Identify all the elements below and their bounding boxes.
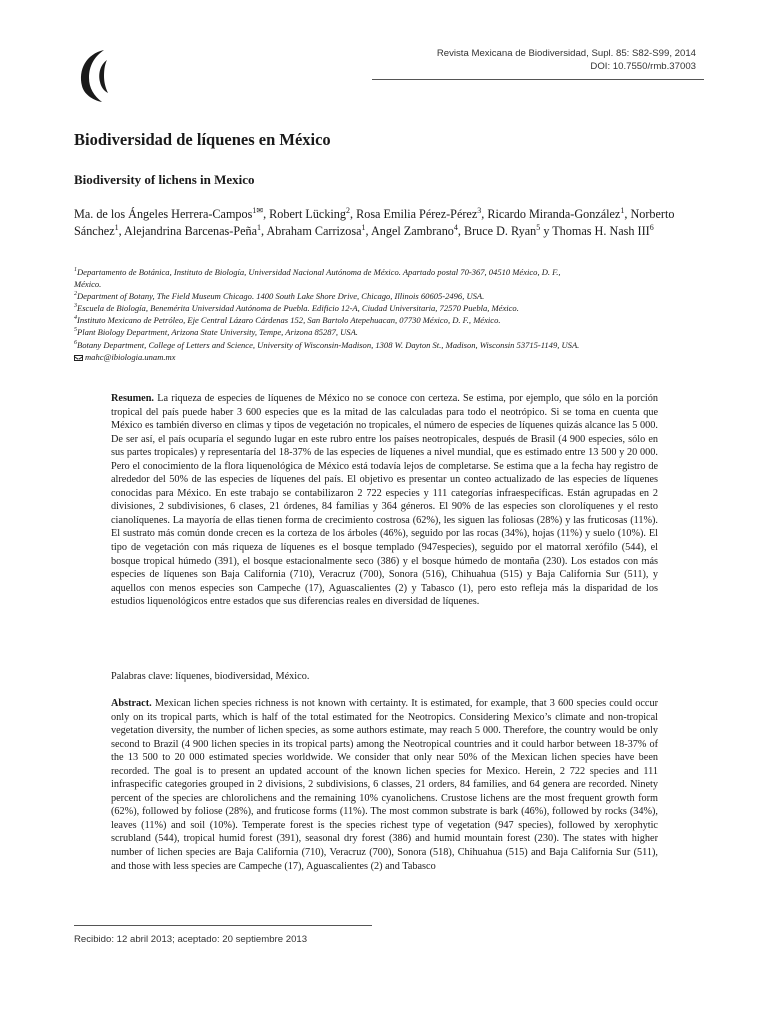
affiliation-text: Escuela de Biología, Benemérita Universidad Autónoma de Puebla. Edificio 12-A, Ciudad Universitaria, 72570 Puebla, México.	[77, 303, 519, 314]
author-affiliation-mark: 1	[257, 223, 262, 233]
keywords: Palabras clave: líquenes, biodiversidad, México.	[111, 671, 310, 682]
affiliation-text: Departamento de Botánica, Instituto de Biología, Universidad Nacional Autónoma de México. Apartado postal 70-367, 04510 México, D. F.,	[77, 267, 561, 277]
author-list	[74, 206, 694, 240]
affiliation-line	[74, 278, 704, 290]
affiliation-number: 4	[74, 315, 77, 322]
author-affiliation-mark: 2	[346, 205, 350, 215]
affiliation-line	[74, 290, 704, 302]
affiliation-line	[74, 314, 704, 326]
journal-logo-icon	[74, 48, 110, 104]
affiliations	[74, 266, 704, 363]
resumen-label: Resumen.	[111, 393, 154, 404]
author-name: Thomas H. Nash III	[552, 224, 650, 239]
author-separator: ,	[350, 207, 357, 221]
journal-header	[437, 47, 696, 73]
author-separator: ,	[457, 224, 464, 239]
author-separator: ,	[118, 224, 125, 239]
author-separator: ,	[624, 207, 631, 221]
author-separator: ,	[481, 207, 488, 221]
author-affiliation-mark: 6	[649, 223, 654, 233]
author-name: Abraham Carrizosa	[266, 224, 362, 239]
author-separator: ,	[365, 224, 371, 239]
affiliation-line	[74, 326, 704, 338]
footer-rule	[74, 925, 372, 926]
author-affiliation-mark: 1	[361, 223, 366, 233]
header-rule	[372, 79, 704, 80]
affiliation-text: Department of Botany, The Field Museum Chicago. 1400 South Lake Shore Drive, Chicago, Illinois 60605-2496, USA.	[77, 291, 485, 302]
abstract-text: Mexican lichen species richness is not known with certainty. It is estimated, for example, that 3 600 species could occur only on its tropical parts, which is half of the total estimated for the Neotropics. Considering Mexico’s climate and non-tropical vegetation diversity, the number of lichen species, as some authors estimate, may reach 5 000. Therefore, the country would be only second to Brazil (4 900 lichen species in its tropical parts) among the Neotropical countries and it could harbor between 18-37% of the 13 500 to 20 000 estimated species worldwide. We consider that only near 50% of the Mexican lichen species have been recorded. The goal is to present an updated account of the known lichen species for Mexico. Herein, 2 722 species and 111 infraspecific categories grouped in 2 divisions, 2 subdivisions, 6 classes, 21 orders, 84 families, and 64 genera are recorded. Ninety percent of the species are chlorolichens and the remaining 10% cyanolichens. Crustose lichens are the most frequent growth form (62%), followed by foliose (28%), and fruticose forms (11%). The most common substrate is bark (46%), followed by rocks (34%), leaves (11%) and soil (10%). Temperate forest is the species richest type of vegetation (947 species), followed by xerophytic scrubland (544), tropical humid forest (391), seasonal dry forest (386) and humid mountain forest (230). The states with higher number of lichen species are Baja California (710), Veracruz (700), Sonora (518), Chihuahua (515) and Baja California Sur (511), and those with less species are Campeche (17), Aguascalientes (2) and Tabasco	[111, 698, 658, 872]
journal-citation: Revista Mexicana de Biodiversidad, Supl. 85: S82-S99, 2014	[436, 48, 696, 59]
resumen-paragraph	[111, 392, 658, 609]
author-affiliation-mark: 1	[620, 205, 625, 215]
author-separator: y	[540, 224, 553, 239]
author-affiliation-mark: 3	[477, 205, 482, 215]
author-name: Angel Zambrano	[370, 224, 454, 239]
author-name: Rosa Emilia Pérez-Pérez	[356, 207, 478, 221]
resumen-text: La riqueza de especies de líquenes de México no se conoce con certeza. Se estima, por ejemplo, que sólo en la porción tropical del país puede haber 3 600 especies que es la mitad de las calculadas para todo el neotrópico. Si se toma en cuenta que México es también diverso en climas y tipos de vegetación no tropicales, el número de especies de líquenes quizás alcance las 5 000. De ser así, el país ocuparía el segundo lugar en este rubro entre los países neotropicales, después de Brasil (4 900 especies, sólo en sus partes tropicales) y representaría del 18-37% de las especies de líquenes a nivel mundial, que es estimado entre 13 500 y 20 000. Pero el conocimiento de la flora liquenológica de México está todavía lejos de completarse. Se estima que a la fecha hay registro de alrededor del 50% de las especies de líquenes del país. El objetivo es presentar un conteo actualizado de las especies de líquenes conocidas para México. En este trabajo se contabilizaron 2 722 especies y 111 categorías infraespecíficas. Están agrupadas en 2 divisiones, 2 subdivisiones, 6 clases, 21 órdenes, 84 familias y 364 géneros. El 90% de las especies son clorolíquenes y el resto cianolíquenes. La mayoría de ellas tienen forma de crecimiento costrosa (62%), les siguen las foliosas (28%) y las fruticosas (11%). El sustrato más común donde crecen es la corteza de los árboles (46%), seguido por las rocas (34%), hojas (11%) y suelo (10%). El tipo de vegetación con más riqueza de líquenes es el bosque templado (947especies), seguido por el matorral xerófilo (544), el bosque tropical húmedo (391), el bosque estacionalmente seco (386) y el bosque húmedo de montaña (230). Los estados con más especies de líquenes son Baja California (710), Veracruz (700), Sonora (516), Chihuahua (515) y Baja California Sur (511), y aquellos con menos especies son Campeche (17), Aguascalientes (2) y Tabasco (1), pero esto refleja más la disparidad de los estudios liquenológicos entre estados que sus diferencias reales en diversidad de líquenes.	[111, 393, 658, 608]
author-affiliation-mark: 1✉	[252, 205, 264, 215]
affiliation-number: 1	[74, 267, 77, 274]
affiliation-number: 3	[74, 303, 77, 310]
author-affiliation-mark: 4	[453, 223, 458, 233]
abstract-label: Abstract.	[111, 698, 152, 709]
affiliation-number: 6	[74, 339, 77, 346]
affiliation-text: Instituto Mexicano de Petróleo, Eje Central Lázaro Cárdenas 152, San Bartolo Atepehuacan, 07730 México, D. F., México.	[77, 315, 501, 326]
article-subtitle: Biodiversity of lichens in Mexico	[74, 172, 255, 187]
affiliation-number: 5	[74, 327, 77, 334]
affiliation-line	[74, 266, 704, 278]
author-name: Robert Lücking	[269, 207, 346, 221]
doi: DOI: 10.7550/rmb.37003	[590, 61, 696, 72]
envelope-icon	[74, 355, 83, 361]
author-separator: ,	[261, 224, 267, 239]
affiliation-text: Plant Biology Department, Arizona State University, Tempe, Arizona 85287, USA.	[77, 327, 358, 338]
author-name: Ricardo Miranda-González	[487, 207, 621, 221]
author-name: Ma. de los Ángeles Herrera-Campos	[74, 207, 253, 221]
affiliation-line	[74, 302, 704, 314]
affiliation-line	[74, 339, 704, 351]
abstract-paragraph	[111, 697, 658, 873]
received-dates: Recibido: 12 abril 2013; aceptado: 20 septiembre 2013	[74, 934, 308, 945]
author-affiliation-mark: 5	[536, 223, 541, 233]
author-name: Norberto Sánchez	[74, 207, 675, 239]
author-affiliation-mark: 1	[114, 223, 119, 233]
author-name: Alejandrina Barcenas-Peña	[124, 224, 258, 239]
author-separator: ,	[263, 207, 270, 221]
corresponding-email	[74, 351, 704, 363]
article-title: Biodiversidad de líquenes en México	[74, 130, 331, 149]
affiliation-text: México.	[74, 279, 102, 290]
affiliation-text: Botany Department, College of Letters and Science, University of Wisconsin-Madison, 1308 W. Dayton St., Madison, Wisconsin 53715-1149, USA.	[77, 339, 580, 350]
author-name: Bruce D. Ryan	[463, 224, 537, 239]
email-address[interactable]: mahc@ibiologia.unam.mx	[85, 351, 176, 362]
affiliation-number: 2	[74, 291, 77, 298]
